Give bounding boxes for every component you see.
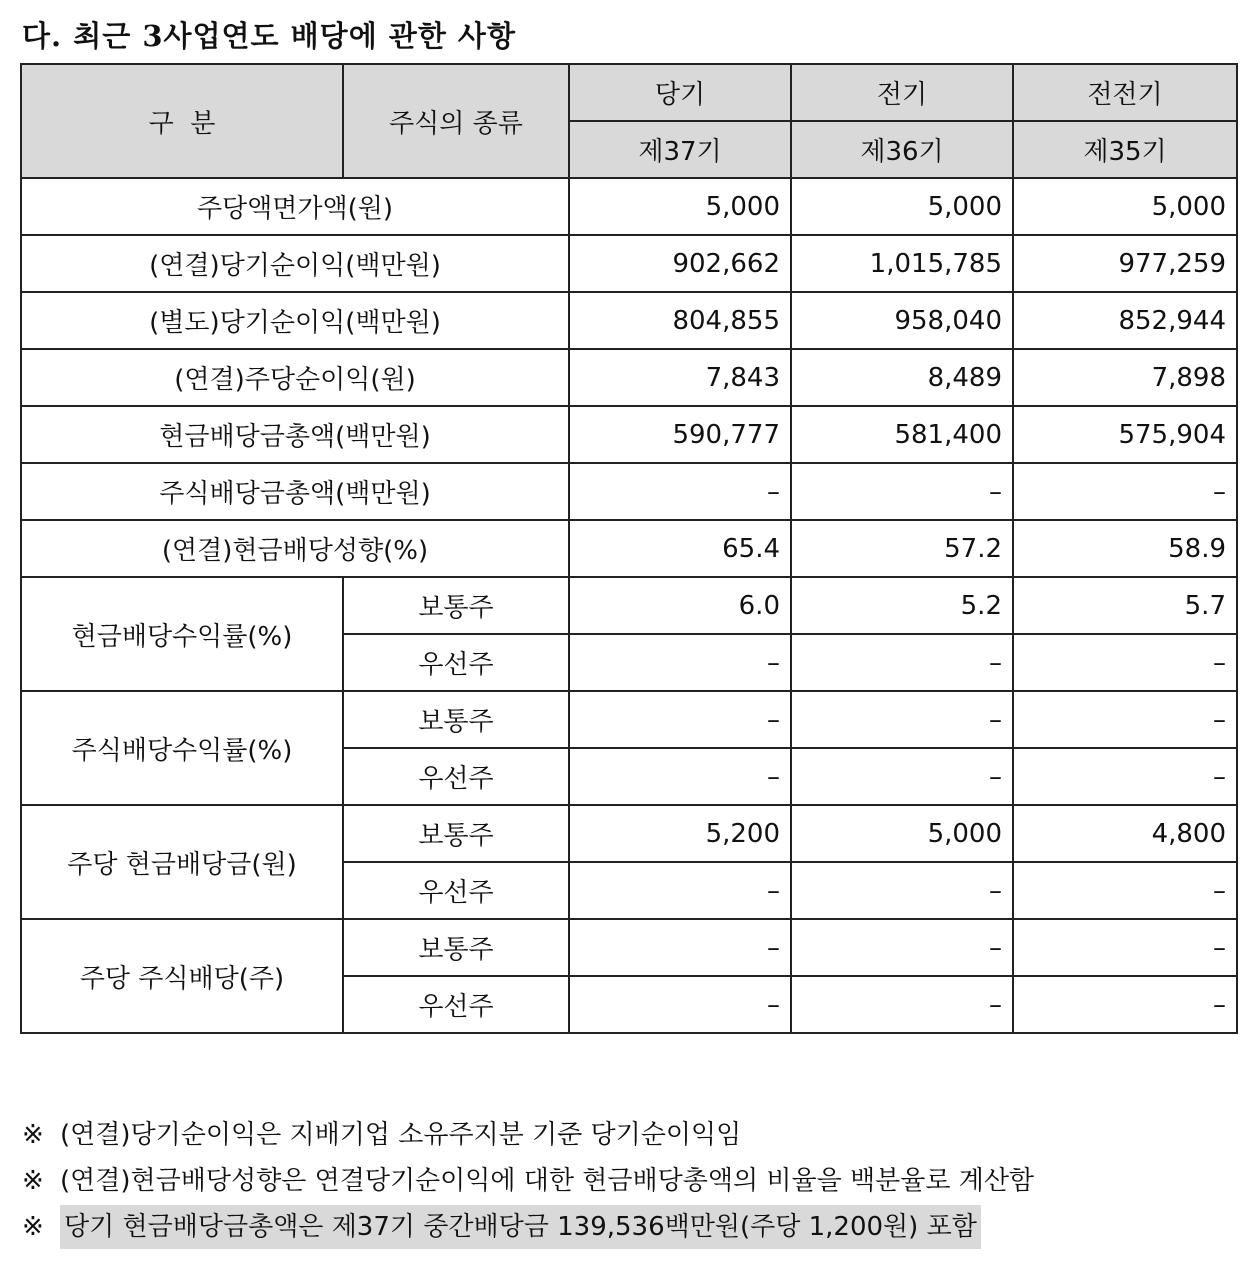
stock-type-cell: 보통주 bbox=[343, 691, 569, 748]
stock-type-cell: 우선주 bbox=[343, 634, 569, 691]
row-label: 주당액면가액(원) bbox=[21, 178, 569, 235]
value-cell: – bbox=[569, 691, 791, 748]
row-label: (별도)당기순이익(백만원) bbox=[21, 292, 569, 349]
value-cell: 57.2 bbox=[791, 520, 1013, 577]
value-cell: 5,000 bbox=[1013, 178, 1237, 235]
header-period-prior: 전기 bbox=[791, 64, 1013, 121]
header-period-prior2: 전전기 bbox=[1013, 64, 1237, 121]
note-item bbox=[22, 1204, 1034, 1250]
value-cell: – bbox=[569, 862, 791, 919]
value-cell: 5,000 bbox=[791, 178, 1013, 235]
value-cell: 852,944 bbox=[1013, 292, 1237, 349]
value-cell: – bbox=[1013, 463, 1237, 520]
value-cell: – bbox=[569, 748, 791, 805]
table-row bbox=[21, 577, 1237, 634]
value-cell: – bbox=[791, 634, 1013, 691]
row-label: 현금배당금총액(백만원) bbox=[21, 406, 569, 463]
note-text: (연결)현금배당성향은 연결당기순이익에 대한 현금배당총액의 비율을 백분율로 계산함 bbox=[60, 1166, 1035, 1196]
value-cell: 958,040 bbox=[791, 292, 1013, 349]
stock-type-cell: 우선주 bbox=[343, 748, 569, 805]
row-label: 주식배당금총액(백만원) bbox=[21, 463, 569, 520]
value-cell: 1,015,785 bbox=[791, 235, 1013, 292]
header-category: 구 분 bbox=[21, 64, 343, 178]
table-row bbox=[21, 520, 1237, 577]
value-cell: – bbox=[1013, 976, 1237, 1033]
value-cell: 575,904 bbox=[1013, 406, 1237, 463]
group-label: 현금배당수익률(%) bbox=[21, 577, 343, 691]
section-title: 다. 최근 3사업연도 배당에 관한 사항 bbox=[22, 19, 516, 53]
value-cell: 65.4 bbox=[569, 520, 791, 577]
table-row bbox=[21, 691, 1237, 748]
value-cell: – bbox=[791, 463, 1013, 520]
note-mark: ※ bbox=[22, 1166, 44, 1196]
row-label: (연결)현금배당성향(%) bbox=[21, 520, 569, 577]
value-cell: – bbox=[791, 862, 1013, 919]
value-cell: 902,662 bbox=[569, 235, 791, 292]
header-row-periods bbox=[21, 64, 1237, 121]
value-cell: 8,489 bbox=[791, 349, 1013, 406]
value-cell: – bbox=[791, 748, 1013, 805]
header-term-37: 제37기 bbox=[569, 121, 791, 178]
row-label: (연결)당기순이익(백만원) bbox=[21, 235, 569, 292]
row-label: (연결)주당순이익(원) bbox=[21, 349, 569, 406]
table-row bbox=[21, 235, 1237, 292]
value-cell: 977,259 bbox=[1013, 235, 1237, 292]
note-text-highlighted: 당기 현금배당금총액은 제37기 중간배당금 139,536백만원(주당 1,200원) 포함 bbox=[60, 1205, 981, 1249]
stock-type-cell: 보통주 bbox=[343, 577, 569, 634]
value-cell: – bbox=[1013, 634, 1237, 691]
header-period-current: 당기 bbox=[569, 64, 791, 121]
value-cell: – bbox=[569, 919, 791, 976]
value-cell: – bbox=[1013, 691, 1237, 748]
stock-type-cell: 보통주 bbox=[343, 919, 569, 976]
header-term-36: 제36기 bbox=[791, 121, 1013, 178]
notes bbox=[22, 1112, 1034, 1250]
group-label: 주당 주식배당(주) bbox=[21, 919, 343, 1033]
value-cell: 6.0 bbox=[569, 577, 791, 634]
value-cell: – bbox=[1013, 862, 1237, 919]
stock-type-cell: 보통주 bbox=[343, 805, 569, 862]
value-cell: 804,855 bbox=[569, 292, 791, 349]
table-row bbox=[21, 349, 1237, 406]
value-cell: – bbox=[791, 976, 1013, 1033]
dividend-table bbox=[20, 63, 1238, 1034]
note-item bbox=[22, 1158, 1034, 1204]
value-cell: – bbox=[791, 919, 1013, 976]
group-label: 주식배당수익률(%) bbox=[21, 691, 343, 805]
table-row bbox=[21, 178, 1237, 235]
value-cell: – bbox=[791, 691, 1013, 748]
table-row bbox=[21, 919, 1237, 976]
value-cell: – bbox=[569, 463, 791, 520]
value-cell: 5.2 bbox=[791, 577, 1013, 634]
note-mark: ※ bbox=[22, 1212, 44, 1242]
note-text: (연결)당기순이익은 지배기업 소유주지분 기준 당기순이익임 bbox=[60, 1120, 742, 1150]
table-row bbox=[21, 292, 1237, 349]
table-row bbox=[21, 463, 1237, 520]
value-cell: 581,400 bbox=[791, 406, 1013, 463]
value-cell: 5,000 bbox=[791, 805, 1013, 862]
header-term-35: 제35기 bbox=[1013, 121, 1237, 178]
value-cell: – bbox=[1013, 919, 1237, 976]
note-item bbox=[22, 1112, 1034, 1158]
header-stock-type: 주식의 종류 bbox=[343, 64, 569, 178]
value-cell: 590,777 bbox=[569, 406, 791, 463]
note-mark: ※ bbox=[22, 1120, 44, 1150]
table-row bbox=[21, 406, 1237, 463]
value-cell: – bbox=[569, 634, 791, 691]
value-cell: 58.9 bbox=[1013, 520, 1237, 577]
value-cell: 4,800 bbox=[1013, 805, 1237, 862]
value-cell: – bbox=[569, 976, 791, 1033]
value-cell: 7,843 bbox=[569, 349, 791, 406]
value-cell: 5,000 bbox=[569, 178, 791, 235]
table-row bbox=[21, 805, 1237, 862]
stock-type-cell: 우선주 bbox=[343, 862, 569, 919]
value-cell: 5,200 bbox=[569, 805, 791, 862]
value-cell: 5.7 bbox=[1013, 577, 1237, 634]
value-cell: 7,898 bbox=[1013, 349, 1237, 406]
group-label: 주당 현금배당금(원) bbox=[21, 805, 343, 919]
stock-type-cell: 우선주 bbox=[343, 976, 569, 1033]
value-cell: – bbox=[1013, 748, 1237, 805]
